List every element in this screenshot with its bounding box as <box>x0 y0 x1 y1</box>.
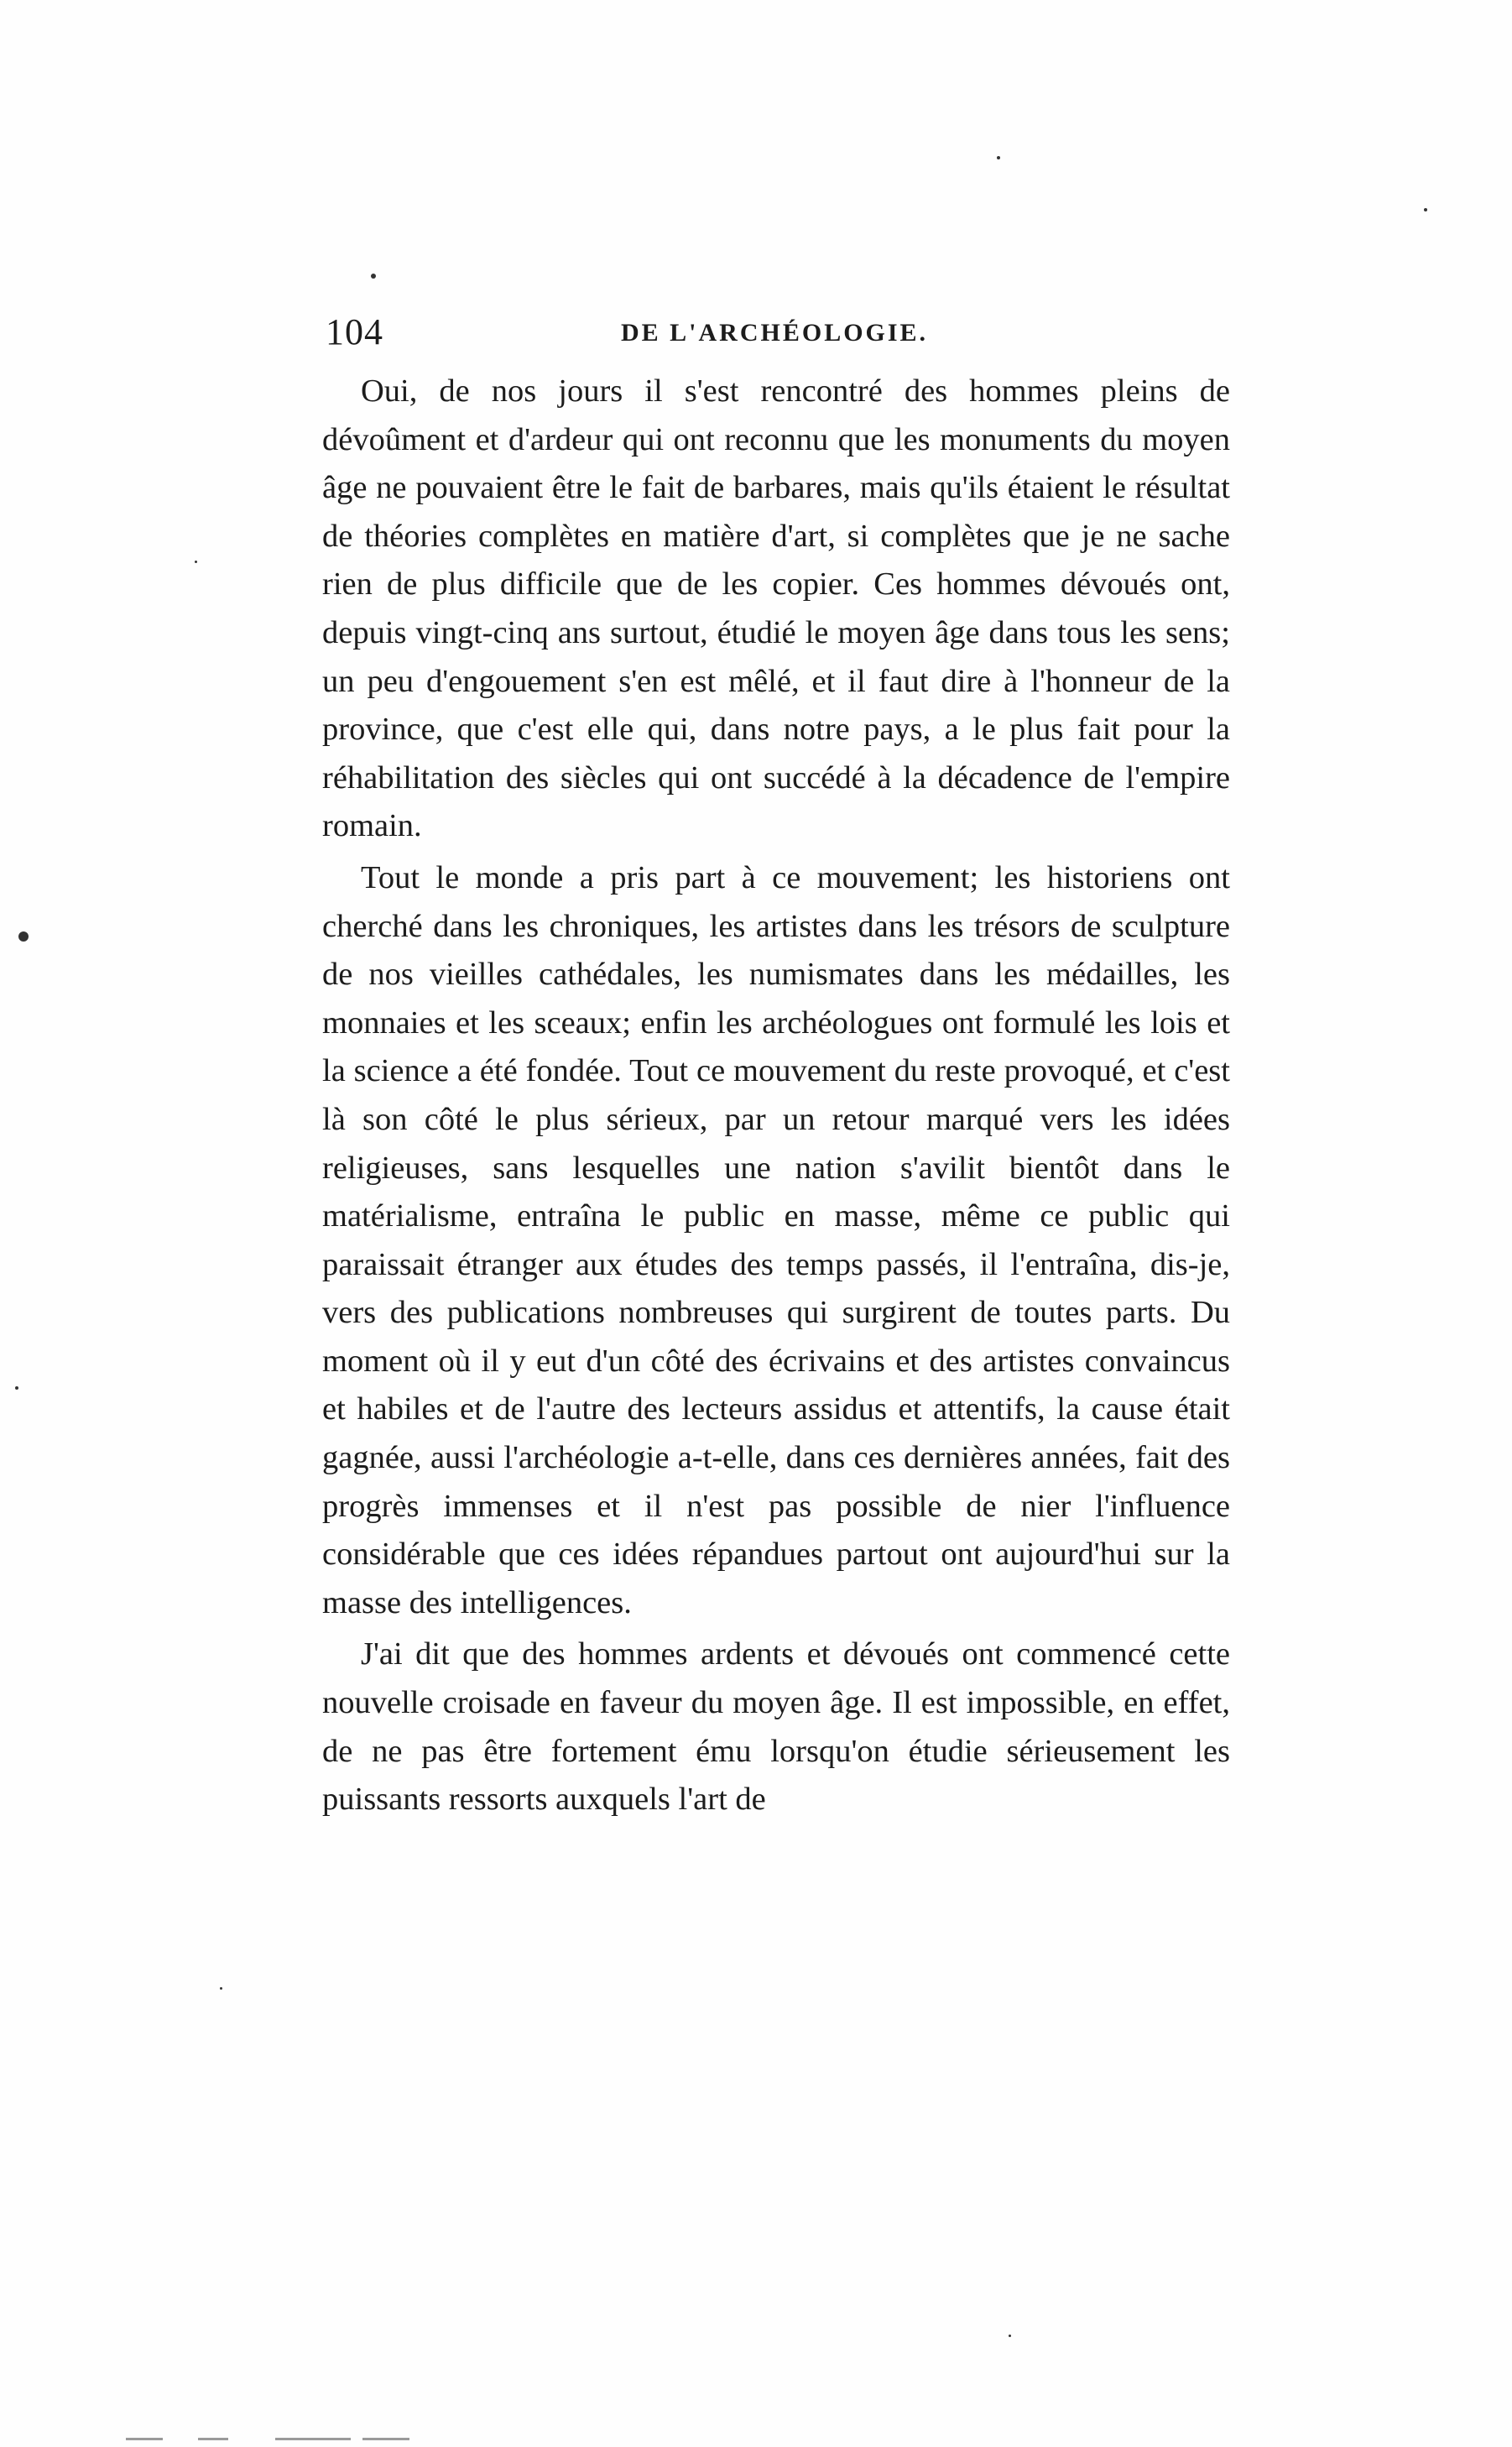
body-text <box>322 368 1230 1824</box>
scan-speck <box>195 561 197 563</box>
scan-speck <box>220 1987 222 1990</box>
scan-edge-mark <box>275 2438 351 2440</box>
scan-speck <box>15 1386 18 1390</box>
scan-speck <box>1424 208 1427 211</box>
running-head: DE L'ARCHÉOLOGIE. <box>621 319 929 347</box>
page-number: 104 <box>326 311 383 352</box>
page-header <box>326 310 1232 361</box>
scan-edge-mark <box>362 2438 409 2440</box>
scan-speck <box>371 274 376 279</box>
paragraph-2: Tout le monde a pris part à ce mouvement; les historiens ont cherché dans les chroniques, les artistes dans les trésors de sculpture de nos vieilles cathédales, les numismates dans les médailles, les monnaies et les sceaux; enfin les archéologues ont formulé les lois et la science a été fondée. Tout ce mouvement du reste provoqué, et c'est là son côté le plus sérieux, par un retour marqué vers les idées religieuses, sans lesquelles une nation s'avilit bientôt dans le matérialisme, entraîna le public en masse, même ce public qui paraissait étranger aux études des temps passés, il l'entraîna, dis-je, vers des publications nombreuses qui surgirent de toutes parts. Du moment où il y eut d'un côté des écrivains et des artistes convaincus et habiles et de l'autre des lecteurs assidus et attentifs, la cause était gagnée, aussi l'archéologie a-t-elle, dans ces dernières années, fait des progrès immenses et il n'est pas possible de nier l'influence considérable que ces idées répandues partout ont aujourd'hui sur la masse des intelligences. <box>322 859 1230 1620</box>
paragraph-3: J'ai dit que des hommes ardents et dévoués ont commencé cette nouvelle croisade en faveur du moyen âge. Il est impossible, en effet, de ne pas être fortement ému lorsqu'on étudie sérieusement les puissants ressorts auxquels l'art de <box>322 1636 1230 1818</box>
scan-edge-mark <box>126 2438 163 2440</box>
scan-speck <box>18 931 29 942</box>
scan-edge-mark <box>198 2438 228 2440</box>
scan-speck <box>997 156 1000 159</box>
paragraph-1: Oui, de nos jours il s'est rencontré des hommes pleins de dévoûment et d'ardeur qui ont reconnu que les monuments du moyen âge ne pouvaient être le fait de barbares, mais qu'ils étaient le résultat de théories complètes en matière d'art, si complètes que je ne sache rien de plus difficile que de les copier. Ces hommes dévoués ont, depuis vingt-cinq ans surtout, étudié le moyen âge dans tous les sens; un peu d'engouement s'en est mêlé, et il faut dire à l'honneur de la province, que c'est elle qui, dans notre pays, a le plus fait pour la réhabilitation des siècles qui ont succédé à la décadence de l'empire romain. <box>322 373 1230 844</box>
scan-speck <box>1009 2335 1011 2337</box>
